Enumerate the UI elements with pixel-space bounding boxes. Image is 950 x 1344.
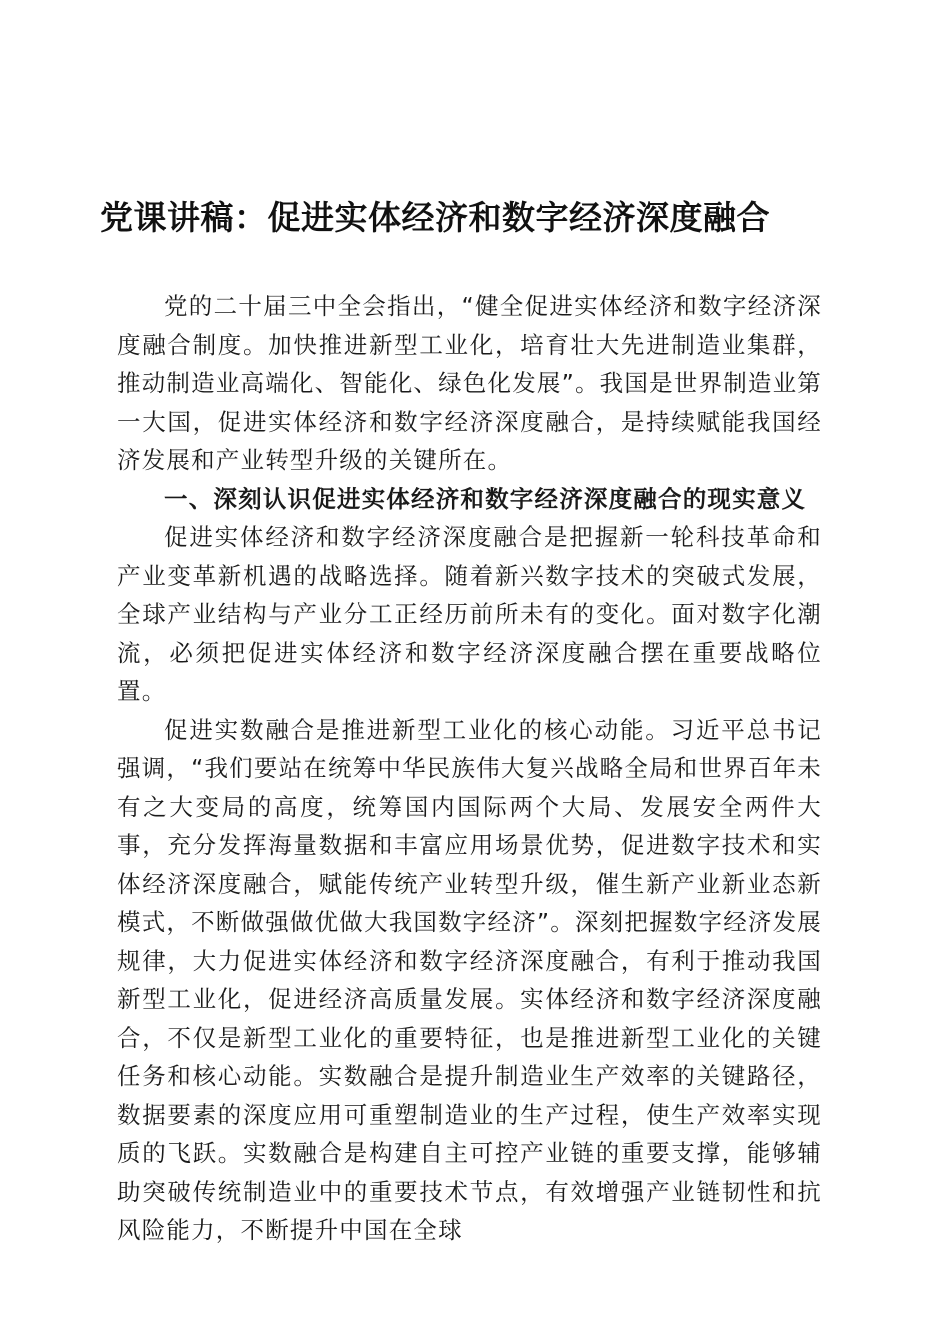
paragraph-strategic-choice: 促进实体经济和数字经济深度融合是把握新一轮科技革命和产业变革新机遇的战略选择。随着新兴数字技术的突破式发展，全球产业结构与产业分工正经历前所未有的变化。面对数字化潮流，必须把促进实体经济和数字经济深度融合摆在重要战略位置。 xyxy=(117,523,822,705)
section-heading-1: 一、深刻认识促进实体经济和数字经济深度融合的现实意义 xyxy=(164,484,807,513)
paragraph-core-momentum: 促进实数融合是推进新型工业化的核心动能。习近平总书记强调，“我们要站在统筹中华民族伟大复兴战略全局和世界百年未有之大变局的高度，统筹国内国际两个大局、发展安全两件大事，充分发挥海量数据和丰富应用场景优势，促进数字技术和实体经济深度融合，赋能传统产业转型升级，催生新产业新业态新模式，不断做强做优做大我国数字经济”。深刻把握数字经济发展规律，大力促进实体经济和数字经济深度融合，有利于推动我国新型工业化，促进经济高质量发展。实体经济和数字经济深度融合，不仅是新型工业化的重要特征，也是推进新型工业化的关键任务和核心动能。实数融合是提升制造业生产效率的关键路径，数据要素的深度应用可重塑制造业的生产过程，使生产效率实现质的飞跃。实数融合是构建自主可控产业链的重要支撑，能够辅助突破传统制造业中的重要技术节点，有效增强产业链韧性和抗风险能力，不断提升中国在全球 xyxy=(117,715,822,1244)
document-body xyxy=(117,287,822,1250)
document-title: 党课讲稿：促进实体经济和数字经济深度融合 xyxy=(100,198,770,237)
paragraph-intro: 党的二十届三中全会指出，“健全促进实体经济和数字经济深度融合制度。加快推进新型工业化，培育壮大先进制造业集群，推动制造业高端化、智能化、绿色化发展”。我国是世界制造业第一大国，促进实体经济和数字经济深度融合，是持续赋能我国经济发展和产业转型升级的关键所在。 xyxy=(117,292,822,474)
